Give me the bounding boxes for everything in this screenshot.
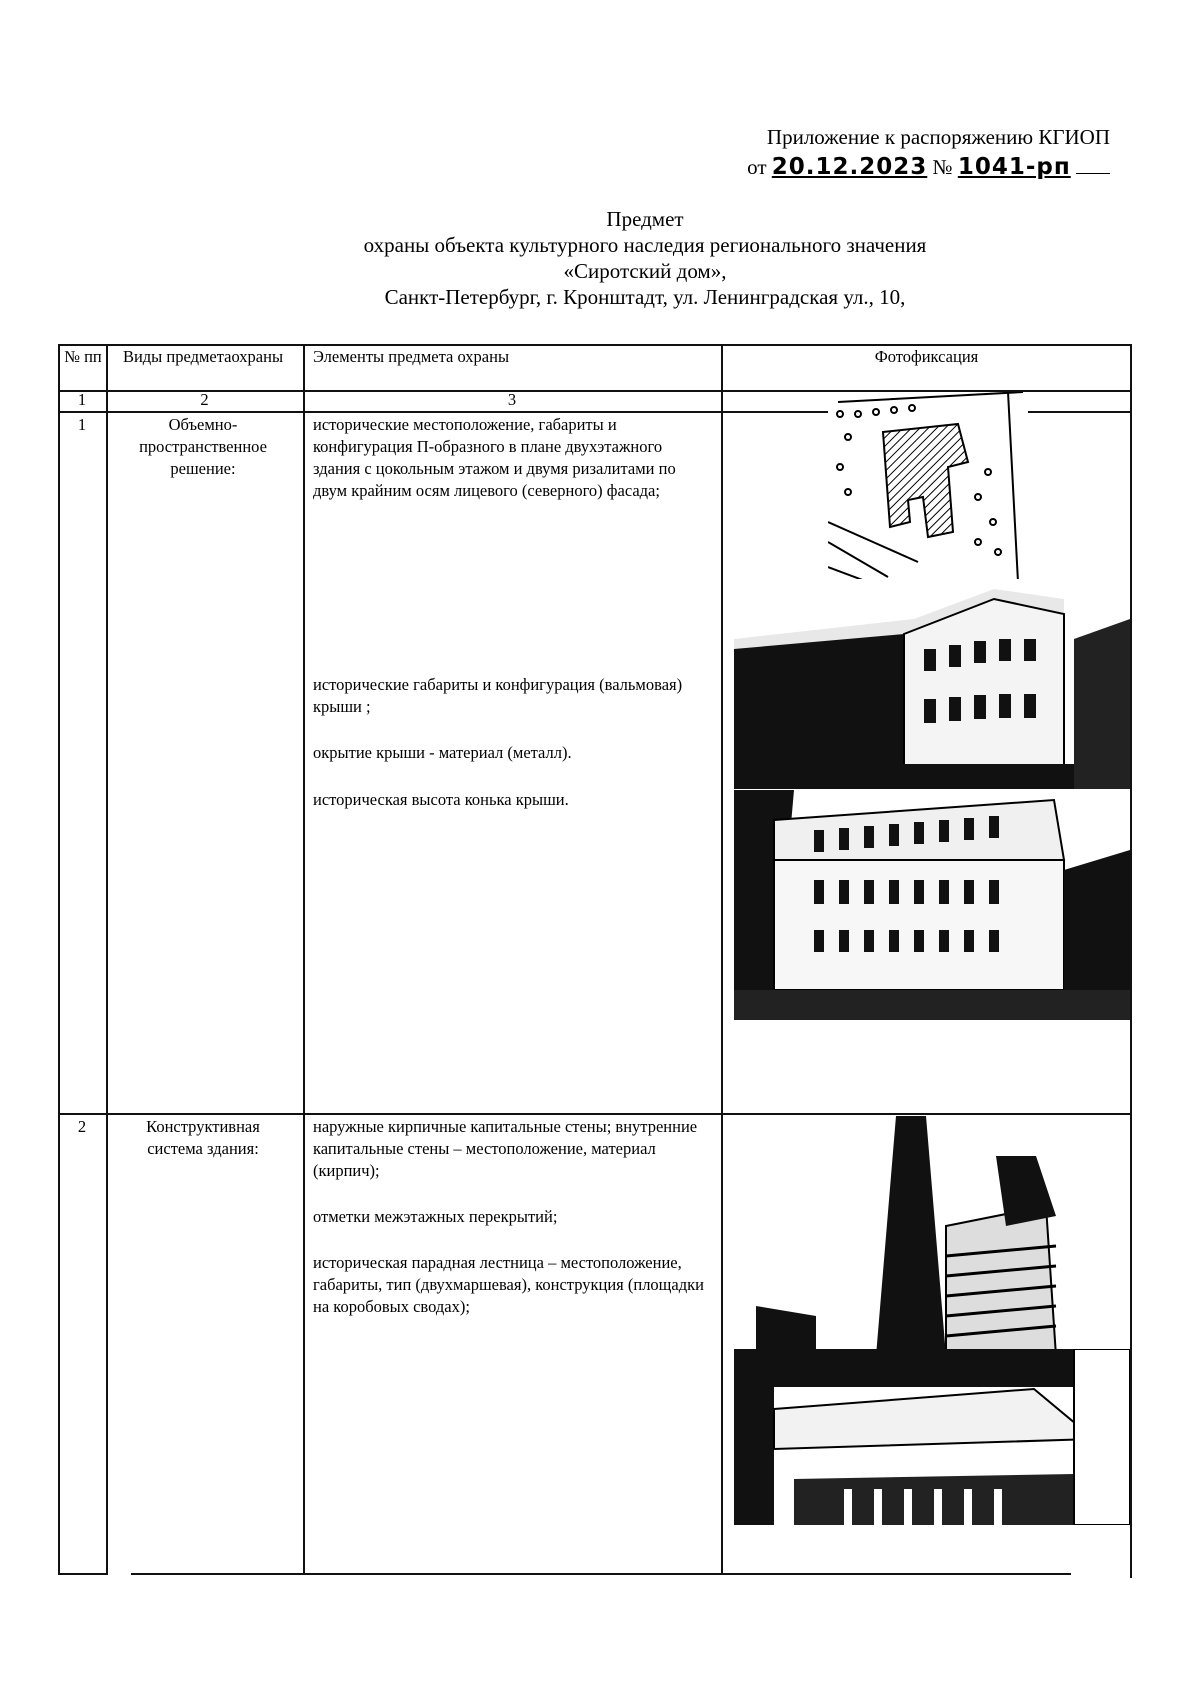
document-title (0, 206, 1200, 310)
row-1-elements-d: историческая высота конька крыши. (313, 790, 569, 809)
from-label: от (747, 155, 767, 179)
title-line-3: «Сиротский дом», (563, 259, 727, 283)
title-line-4: Санкт-Петербург, г. Кронштадт, ул. Ленинградская ул., 10, (384, 285, 906, 309)
col-header-photo: Фотофиксация (874, 347, 979, 366)
building-photo-1 (734, 579, 1130, 789)
title-line-2: охраны объекта культурного наследия регионального значения (363, 233, 927, 257)
staircase-photo-1 (756, 1116, 1130, 1356)
appendix-title: Приложение к распоряжению КГИОП (766, 125, 1110, 149)
row-1-elements-a: исторические местоположение, габариты и конфигурация П-образного в плане двухэтажного здания с цокольным этажом и двумя ризалитами по двум крайним осям лицевого (северного) фасада; (313, 415, 676, 500)
col-num-1: 1 (77, 390, 87, 409)
row-2-elements-c: историческая парадная лестница – местоположение, габариты, тип (двухмаршевая), конструкция (площадки на коробовых сводах); (313, 1253, 704, 1316)
protection-table (58, 344, 1132, 1575)
row-1-elements-c: окрытие крыши - материал (металл). (313, 743, 572, 762)
row-1-type: Объемно-пространственное решение: (139, 415, 267, 478)
col-header-elements: Элементы предмета охраны (313, 347, 510, 366)
col-num-2: 2 (200, 390, 209, 409)
row-2-elements-a: наружные кирпичные капитальные стены; внутренние капитальные стены – местоположение, материал (кирпич); (313, 1117, 698, 1180)
order-date: 20.12.2023 (771, 154, 928, 180)
site-plan-image (828, 392, 1028, 582)
appendix-header (747, 122, 1110, 182)
row-2-type: Конструктивная система здания: (146, 1117, 260, 1158)
row-1-elements-b: исторические габариты и конфигурация (вальмовая) крыши ; (313, 675, 683, 716)
staircase-photo-2 (734, 1349, 1130, 1525)
col-header-type: Виды предметаохраны (122, 347, 284, 366)
order-number: 1041-рп (957, 154, 1071, 180)
row-2-elements-b: отметки межэтажных перекрытий; (313, 1207, 558, 1226)
building-photo-2 (734, 790, 1130, 1020)
appendix-date-number (747, 152, 1110, 182)
col-num-3: 3 (507, 390, 517, 409)
row-2-number: 2 (77, 1117, 87, 1136)
row-1-number: 1 (77, 415, 87, 434)
col-header-number: № пп (64, 347, 102, 366)
number-label: № (932, 155, 953, 179)
title-line-1: Предмет (606, 207, 684, 231)
